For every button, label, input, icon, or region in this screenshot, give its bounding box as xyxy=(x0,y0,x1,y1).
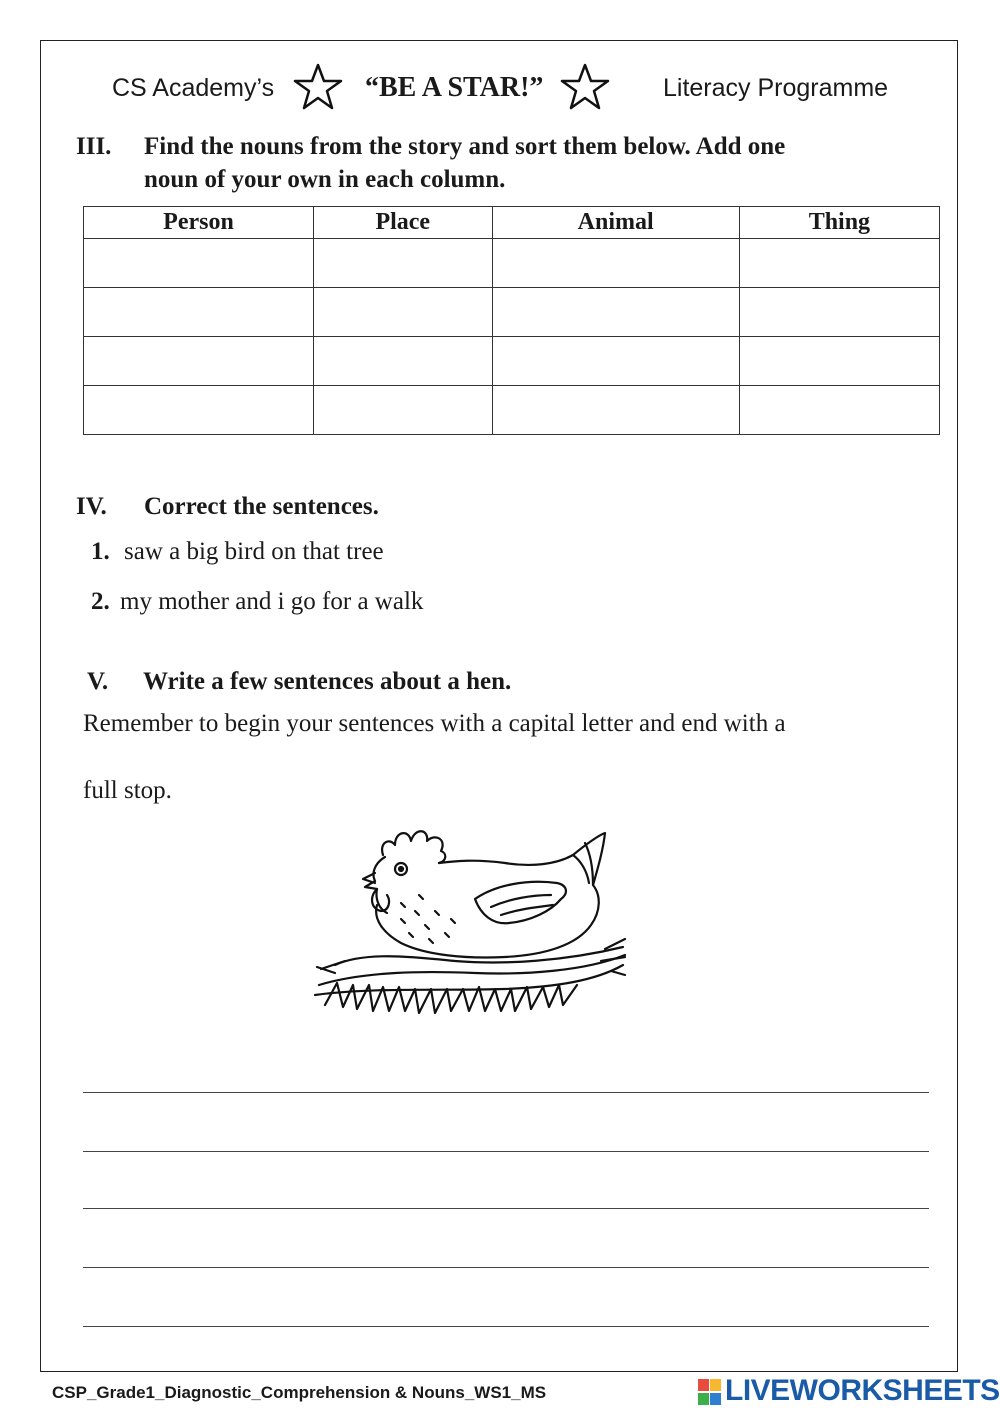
sentence-item-2[interactable] xyxy=(91,588,423,616)
answer-cell[interactable] xyxy=(313,288,492,337)
item-number: 2. xyxy=(91,588,110,615)
sentence-item-1[interactable] xyxy=(91,538,384,566)
column-animal: Animal xyxy=(492,207,739,239)
answer-cell[interactable] xyxy=(84,239,314,288)
column-thing: Thing xyxy=(739,207,939,239)
worksheet-code: CSP_Grade1_Diagnostic_Comprehension & Nouns_WS1_MS xyxy=(52,1383,547,1402)
answer-cell[interactable] xyxy=(84,288,314,337)
header-programme: Literacy Programme xyxy=(663,74,889,102)
table-row xyxy=(84,386,940,435)
section-5-note-line2: full stop. xyxy=(83,777,172,804)
writing-line[interactable] xyxy=(83,1151,929,1152)
answer-cell[interactable] xyxy=(313,386,492,435)
answer-cell[interactable] xyxy=(739,288,939,337)
writing-line[interactable] xyxy=(83,1092,929,1093)
section-5-number: V. xyxy=(87,668,109,695)
liveworksheets-logo-icon xyxy=(697,1376,723,1408)
star-icon xyxy=(293,62,343,112)
column-place: Place xyxy=(313,207,492,239)
star-icon xyxy=(560,62,610,112)
hen-illustration xyxy=(305,815,630,1020)
brand-name[interactable]: LIVEWORKSHEETS xyxy=(725,1374,1000,1407)
answer-cell[interactable] xyxy=(84,386,314,435)
writing-line[interactable] xyxy=(83,1267,929,1268)
answer-cell[interactable] xyxy=(492,239,739,288)
item-text: saw a big bird on that tree xyxy=(124,538,384,565)
section-5-note-line1: Remember to begin your sentences with a capital letter and end with a xyxy=(83,710,786,737)
section-4-title: Correct the sentences. xyxy=(144,493,379,520)
table-row xyxy=(84,288,940,337)
worksheet-header xyxy=(0,68,1000,112)
section-5-title: Write a few sentences about a hen. xyxy=(143,668,512,695)
answer-cell[interactable] xyxy=(313,337,492,386)
writing-line[interactable] xyxy=(83,1326,929,1327)
header-school: CS Academy’s xyxy=(112,74,275,102)
answer-cell[interactable] xyxy=(84,337,314,386)
section-3-instruction-line1: Find the nouns from the story and sort them below. Add one xyxy=(144,133,786,160)
table-row xyxy=(84,239,940,288)
answer-cell[interactable] xyxy=(492,386,739,435)
answer-cell[interactable] xyxy=(313,239,492,288)
writing-line[interactable] xyxy=(83,1208,929,1209)
item-text: my mother and i go for a walk xyxy=(120,588,424,615)
answer-cell[interactable] xyxy=(739,239,939,288)
header-title: “BE A STAR!” xyxy=(365,72,544,103)
item-number: 1. xyxy=(91,538,110,565)
answer-cell[interactable] xyxy=(492,288,739,337)
answer-cell[interactable] xyxy=(739,337,939,386)
noun-sort-table xyxy=(83,206,940,435)
table-header-row xyxy=(84,207,940,239)
column-person: Person xyxy=(84,207,314,239)
section-3-instruction-line2: noun of your own in each column. xyxy=(144,166,506,193)
answer-cell[interactable] xyxy=(739,386,939,435)
answer-cell[interactable] xyxy=(492,337,739,386)
section-3-number: III. xyxy=(76,133,112,160)
section-4-number: IV. xyxy=(76,493,107,520)
table-row xyxy=(84,337,940,386)
